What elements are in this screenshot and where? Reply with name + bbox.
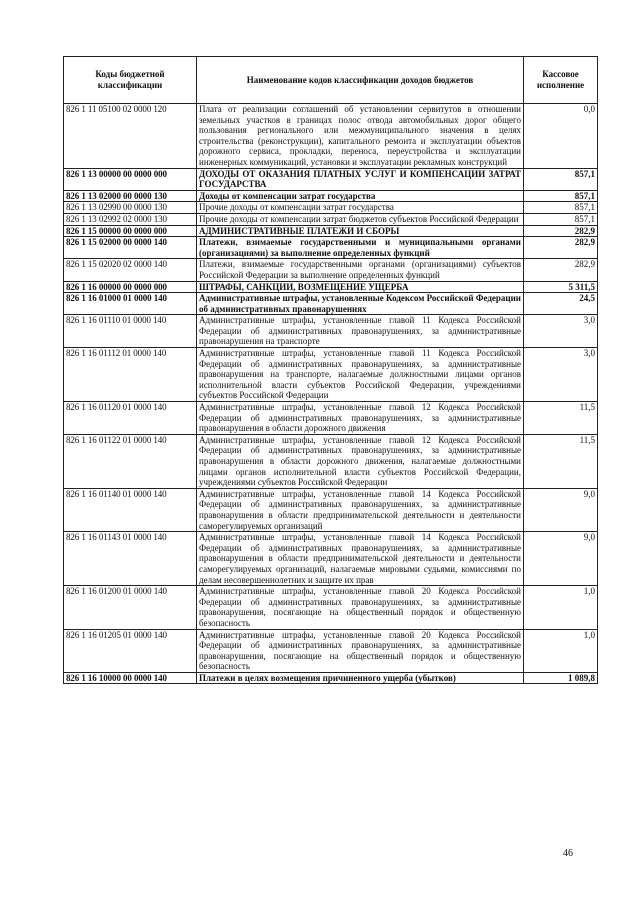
- row-code: 826 1 16 01205 01 0000 140: [64, 629, 197, 672]
- table-row: [64, 315, 598, 348]
- row-amount: 9,0: [524, 488, 598, 531]
- table-row: [64, 237, 598, 259]
- row-amount: 11,5: [524, 434, 598, 488]
- row-name: ДОХОДЫ ОТ ОКАЗАНИЯ ПЛАТНЫХ УСЛУГ И КОМПЕНСАЦИИ ЗАТРАТ ГОСУДАРСТВА: [197, 168, 524, 190]
- row-name: Административные штрафы, установленные главой 14 Кодекса Российской Федерации об административных правонарушениях, за административные правонарушения в области предпринимательской деятельности и деятельности саморегулируемых организаций: [197, 488, 524, 531]
- row-name: Административные штрафы, установленные главой 20 Кодекса Российской Федерации об административных правонарушениях, за административные правонарушения, посягающие на общественный порядок и общественную безопасность: [197, 586, 524, 629]
- page-number: 46: [563, 848, 573, 859]
- row-amount: 857,1: [524, 190, 598, 202]
- row-name: Административные штрафы, установленные главой 12 Кодекса Российской Федерации об административных правонарушениях, за административные правонарушения в области дорожного движения: [197, 402, 524, 435]
- row-amount: 857,1: [524, 202, 598, 214]
- row-amount: 282,9: [524, 237, 598, 259]
- table-row: [64, 168, 598, 190]
- row-amount: 3,0: [524, 348, 598, 402]
- row-name: Административные штрафы, установленные Кодексом Российской Федерации об административных правонарушениях: [197, 293, 524, 315]
- row-amount: 282,9: [524, 259, 598, 281]
- row-amount: 5 311,5: [524, 281, 598, 293]
- row-name: Прочие доходы от компенсации затрат государства: [197, 202, 524, 214]
- table-row: [64, 434, 598, 488]
- header-name: Наименование кодов классификации доходов бюджетов: [197, 57, 524, 104]
- row-code: 826 1 13 02992 02 0000 130: [64, 213, 197, 225]
- row-code: 826 1 15 02020 02 0000 140: [64, 259, 197, 281]
- row-code: 826 1 16 01112 01 0000 140: [64, 348, 197, 402]
- header-code: Коды бюджетной классификации: [64, 57, 197, 104]
- row-code: 826 1 13 02990 00 0000 130: [64, 202, 197, 214]
- row-name: Платежи в целях возмещения причиненного ущерба (убытков): [197, 672, 524, 684]
- row-code: 826 1 16 01143 01 0000 140: [64, 532, 197, 586]
- row-name: Административные штрафы, установленные главой 11 Кодекса Российской Федерации об административных правонарушениях, за административные правонарушения на транспорте: [197, 315, 524, 348]
- row-amount: 1 089,8: [524, 672, 598, 684]
- table-row: [64, 586, 598, 629]
- row-name: Административные штрафы, установленные главой 11 Кодекса Российской Федерации об административных правонарушениях, за административные правонарушения на транспорте, налагаемые должностными лицами органов исполнительной власти субъектов Российской Федерации, учреждениями субъектов Российской Федерации: [197, 348, 524, 402]
- row-amount: 9,0: [524, 532, 598, 586]
- table-row: [64, 348, 598, 402]
- row-name: Административные штрафы, установленные главой 20 Кодекса Российской Федерации об административных правонарушениях, за административные правонарушения, посягающие на общественный порядок и общественную безопасность: [197, 629, 524, 672]
- row-name: Доходы от компенсации затрат государства: [197, 190, 524, 202]
- row-name: АДМИНИСТРАТИВНЫЕ ПЛАТЕЖИ И СБОРЫ: [197, 225, 524, 237]
- row-code: 826 1 16 10000 00 0000 140: [64, 672, 197, 684]
- table-row: [64, 259, 598, 281]
- row-amount: 1,0: [524, 629, 598, 672]
- row-amount: 0,0: [524, 104, 598, 169]
- budget-revenue-table: [63, 56, 598, 684]
- row-code: 826 1 16 01122 01 0000 140: [64, 434, 197, 488]
- table-header-row: [64, 57, 598, 104]
- table-row: [64, 488, 598, 531]
- row-code: 826 1 13 02000 00 0000 130: [64, 190, 197, 202]
- row-amount: 282,9: [524, 225, 598, 237]
- row-name: Прочие доходы от компенсации затрат бюджетов субъектов Российской Федерации: [197, 213, 524, 225]
- row-name: Административные штрафы, установленные главой 14 Кодекса Российской Федерации об административных правонарушениях, за административные правонарушения в области предпринимательской деятельности и деятельности саморегулируемых организаций, налагаемые мировыми судьями, комиссиями по делам несовершеннолетних и защите их прав: [197, 532, 524, 586]
- table-row: [64, 281, 598, 293]
- row-amount: 3,0: [524, 315, 598, 348]
- row-name: ШТРАФЫ, САНКЦИИ, ВОЗМЕЩЕНИЕ УЩЕРБА: [197, 281, 524, 293]
- table-row: [64, 190, 598, 202]
- row-code: 826 1 11 05100 02 0000 120: [64, 104, 197, 169]
- row-name: Плата от реализации соглашений об установлении сервитутов в отношении земельных участков в границах полос отвода автомобильных дорог общего пользования регионального или межмуниципального значения в целях строительства (реконструкции), капитального ремонта и эксплуатации объектов дорожного сервиса, прокладки, переноса, переустройства и эксплуатации инженерных коммуникаций, установки и эксплуатации рекламных конструкций: [197, 104, 524, 169]
- row-amount: 1,0: [524, 586, 598, 629]
- table-row: [64, 532, 598, 586]
- row-code: 826 1 13 00000 00 0000 000: [64, 168, 197, 190]
- table-row: [64, 202, 598, 214]
- row-name: Платежи, взимаемые государственными и муниципальными органами (организациями) за выполнение определенных функций: [197, 237, 524, 259]
- table-row: [64, 672, 598, 684]
- row-code: 826 1 16 00000 00 0000 000: [64, 281, 197, 293]
- table-row: [64, 225, 598, 237]
- row-code: 826 1 15 00000 00 0000 000: [64, 225, 197, 237]
- row-code: 826 1 15 02000 00 0000 140: [64, 237, 197, 259]
- row-name: Платежи, взимаемые государственными органами (организациями) субъектов Российской Федерации за выполнение определенных функций: [197, 259, 524, 281]
- row-code: 826 1 16 01000 01 0000 140: [64, 293, 197, 315]
- row-amount: 11,5: [524, 402, 598, 435]
- row-amount: 857,1: [524, 168, 598, 190]
- row-code: 826 1 16 01120 01 0000 140: [64, 402, 197, 435]
- row-name: Административные штрафы, установленные главой 12 Кодекса Российской Федерации об административных правонарушениях, за административные правонарушения в области дорожного движения, налагаемые должностными лицами органов исполнительной власти субъектов Российской Федерации, учреждениями субъектов Российской Федерации: [197, 434, 524, 488]
- row-amount: 857,1: [524, 213, 598, 225]
- table-row: [64, 293, 598, 315]
- row-amount: 24,5: [524, 293, 598, 315]
- table-row: [64, 104, 598, 169]
- row-code: 826 1 16 01200 01 0000 140: [64, 586, 197, 629]
- table-row: [64, 629, 598, 672]
- table-row: [64, 213, 598, 225]
- table-row: [64, 402, 598, 435]
- row-code: 826 1 16 01110 01 0000 140: [64, 315, 197, 348]
- header-amount: Кассовое исполнение: [524, 57, 598, 104]
- row-code: 826 1 16 01140 01 0000 140: [64, 488, 197, 531]
